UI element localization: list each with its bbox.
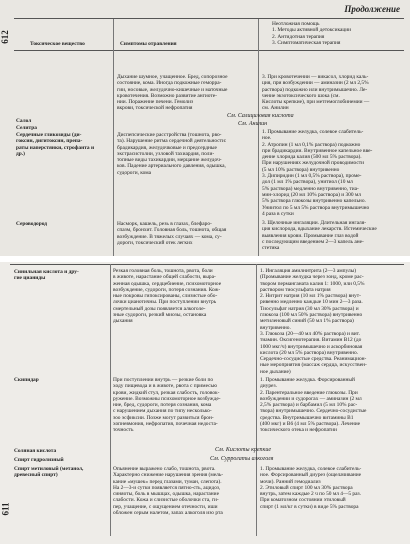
substance-methanol: Спирт метиловый (метанол, древесный спирт) <box>14 466 84 479</box>
symptoms-text: Резкая головная боль, тошнота, рвота, боли в животе, нарастание общей слабости, выра- женная одышка, сердцебиение, психомоторное возбуждение, судороги, потеря сознания. Кож- ные покровы гипоксированы, слизистые обо- лочки цианотичны. При поступлении внутрь смертельный дозы появляется алкоголе- зные судороги, резкий миозы, остановка дыхания <box>113 268 222 325</box>
column-divider-1 <box>110 264 111 536</box>
column-divider-2 <box>256 264 257 536</box>
col-header-aid: Неотложная помощь 1. Методы активной детоксикации 2. Антидотная терапия 3. Симптоматическая терапия <box>272 21 352 46</box>
top-rule <box>10 264 404 265</box>
page-number: 611 <box>0 502 11 516</box>
aid-text: 1. Промывание желудка. Форсированный диурез. 2. Парентеральное введение глюкозы. При возбуждении и судорогах — аминазин (2 мл 2,5% раствора) и барбамил (5 мл 10% рас- твора) внутримышечно. Сердечно-сосудистые средства. Внутримышечно витамины B1 (400 мкг) и B6 (4 мл 5% раствора). Лечение токсического отека и нефропатии <box>260 377 367 434</box>
symptoms-text: Опьянение выражено слабо, тошнота, рвота. Характерно снижение нарушения зрения (мель- кание «мушек» перед глазами, туман, слепота). На 2—3-и сутки появляется пятно-сть, ацидоз, синяоты, боль в мышцах, одышка, нарастание слабости. Кожа и слизистые оболочки ста, ги- пер, учащение, с ощущением отечности, иши обложен серым налетом, запах алкоголя изо рта <box>113 466 224 517</box>
aid-text: 1. Промывание желудка, солевое слабитель- ное. 2. Атропин (1 мл 0,1% раствора) подкожно при брадикардии. Внутривенное капельное вве- дение хлорида калия (500 мл 5% раствора). При нарушениях желудочной проводимости (5 мл 10% раствора) внутривенно 3. Дипиридин (1 мл 0,5% раствора), проме- дол (1 мл 1% раствора), унитиол (10 мл 5% раствора) медленно внутривенно, тиа- мин-хлорид (20 мл 10% раствора) и 300 мл 5% раствора глюкозы внутривенно капельно. Униитол по 5 мл 5% раствора внутримышечно 4 раза в сутки <box>262 129 373 217</box>
continuation-header: Продолжение <box>344 4 400 14</box>
cross-reference: См. Анилин <box>238 121 268 127</box>
substance-sero: Сероводород <box>16 221 48 227</box>
symptoms-text: Насморк, кашель, резь в глазах, блефаро- спазм, бронхит. Головная боль, тошнота, общая возбуждение. В тяжелых случаях — кома, су- дороги, токсический отек легких <box>117 221 227 246</box>
column-divider-1 <box>113 19 114 261</box>
cross-reference: См. Кислоты крепкие <box>215 447 272 453</box>
col-header-symptoms: Симптомы отравления <box>120 41 177 47</box>
substance-salol: Салол <box>16 118 32 124</box>
substance-hcl: Соляная кислота <box>14 448 57 454</box>
page-number: 612 <box>0 30 10 44</box>
substance-hydrolysis-spirit: Спирт гидролизный <box>14 457 64 463</box>
aid-text: 3. При кровотечении — викасол, хлорид каль- ция, при возбуждении — аминазин (2 мл 2,5% раствора) подкожно или внутримышечно. Ле- чение экзотоксического шока (см. Кислоты крепкие), при метгемоглобинемии — см. Анилин <box>262 74 370 112</box>
aid-text: 1. Промывание желудка, солевое слабитель- ное. Форсированный диурез (ощелачивание мочи). Ранний гемодиализ 2. Этиловый спирт 100 мл 30% раствора внутрь, затем каждые 2 ч по 50 мл 4—5 раз. При коматозном состоянии этиловый спирт (1 мл/кг в сутки) в виде 5% раствора <box>260 466 362 510</box>
substance-turpentine: Скипидар <box>14 377 39 383</box>
substance-glycosides: Сердечные гликозиды (ди- гоксин, дигитоксин, препа- раты наперстянки, строфанта и др.) <box>16 132 95 157</box>
substance-cyanide: Синильная кислота и дру- гие цианиды <box>14 269 79 282</box>
col-header-substance: Токсическое вещество <box>30 41 85 47</box>
aid-text: 3. Щелочные ингаляции. Длительная ингаля- ция кислорода, вдыхание лекарств. Истемические выявления крови. Промывание глаз водой с последующим введением 2—3 капель ане- стетика <box>262 220 377 252</box>
column-divider-2 <box>258 19 259 261</box>
symptoms-text: При поступлении внутрь — резкие боли по ходу пищевода и в животе, рвота с примесью крови, жидкий стул, резкая слабость, головок- ружение. Возможны психомоторное возбужде- ние, бред, судороги, потеря сознания, кома с нарушением дыхания по типу несколько- зоо эсфикcии. Позже могут развиться брон- хопневмония, нефропатия, почечная недоста- точность <box>113 377 221 434</box>
cross-reference: См. Салициловая кислота <box>227 113 294 119</box>
aid-text: 1. Ингаляция амилнитрита (2—3 ампулы) (Промывание желудка через зонд, кроме рас- твором перманганата калия 1: 1000, или 0,5% раствором тиосульфата натрия 2. Нитрит натрия (10 мл 1% раствора) внут- ривенно медленно каждые 10 мин 2—3 раза. Тиосульфат натрия (30 мл 30% раствора) и глюкоза (100 мл 50% раствора) внутривенно метиленовый синий (50 мл 1% раствора) внутривенно. 3. Глюкоза (20—40 мл 40% раствора) и вит. тиамин. Оксигенотерапия. Витамин B12 (до 1000 мкг/ч) внутримышечно и аскорбиновая кислота (20 мл 5% раствора) внутривенно. Сердечно-сосудистые средства. Реанимацион- ные мероприятия (массаж сердца, искусствен- ное дыхание) <box>260 268 367 375</box>
substance-selitra: Селитра <box>16 125 37 131</box>
cross-reference: См. Суррогаты алкоголя <box>210 456 274 462</box>
symptoms-text: Диспепсические расстройства (тошнота, рво- та). Нарушение ритма сердечной деятельности: брадикардия, желудочковые и предсердные экстрасистолии, узловой тахиардия, поли- топные виды тахикардии, мерцание желудоч- ков. Падение артериального давления, одышка, судороги, кома <box>117 132 227 176</box>
header-rule-bottom <box>14 50 404 51</box>
symptoms-text: Дыхание шумное, учащенное. Бред, сопорозное состояние, кома. Иногда подкожные геморра- гии, носовые, желудочно-кишечные и маточные кровотечения. Возможно развитие ангиоте- нии. Поражение печени. Гемолиз вкрови, токсической нефропатия <box>117 74 228 112</box>
header-rule-top <box>14 18 404 19</box>
